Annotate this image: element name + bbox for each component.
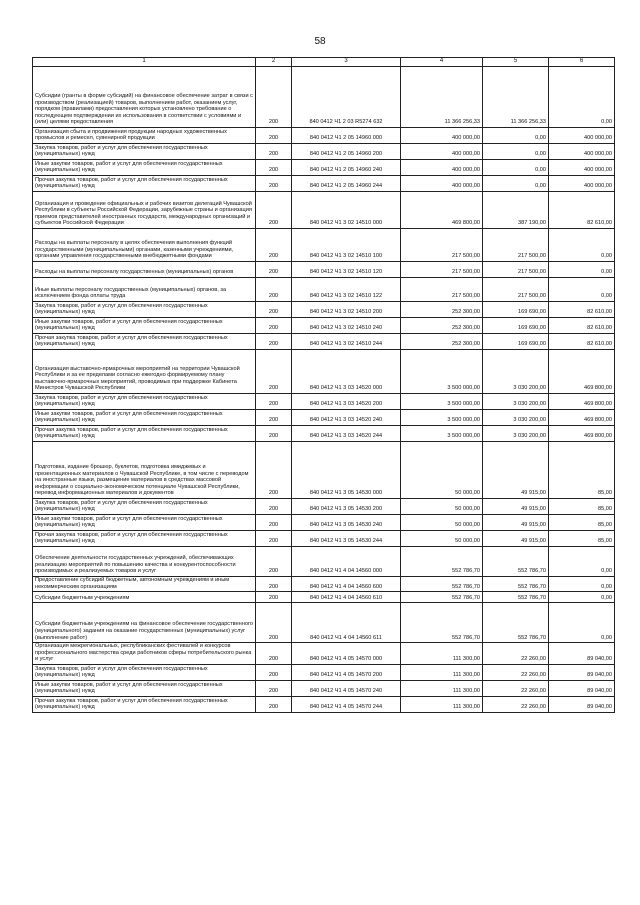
table-row (33, 665, 615, 681)
unexecuted-amount: 85,00 (549, 531, 615, 547)
item-name: Иные закупки товаров, работ и услуг для обеспечения государственных (муниципальных) нужд (33, 410, 256, 426)
executed-amount: 169 690,00 (483, 318, 549, 334)
budget-classification-code: 840 0412 Ч1 3 02 14510 122 (292, 278, 401, 302)
budget-classification-code: 840 0412 Ч1 4 05 14570 000 (292, 643, 401, 665)
unexecuted-amount: 0,00 (549, 278, 615, 302)
item-name: Закупка товаров, работ и услуг для обеспечения государственных (муниципальных) нужд (33, 394, 256, 410)
line-code: 200 (256, 192, 292, 229)
executed-amount: 217 500,00 (483, 262, 549, 278)
line-code: 200 (256, 334, 292, 350)
table-row (33, 394, 615, 410)
line-code: 200 (256, 67, 292, 128)
executed-amount: 11 366 256,33 (483, 67, 549, 128)
executed-amount: 49 915,00 (483, 442, 549, 499)
column-number-row (33, 58, 615, 67)
executed-amount: 22 260,00 (483, 681, 549, 697)
line-code: 200 (256, 410, 292, 426)
budget-classification-code: 840 0412 Ч1 3 03 14520 240 (292, 410, 401, 426)
table-row (33, 160, 615, 176)
table-row (33, 229, 615, 262)
executed-amount: 3 030 200,00 (483, 410, 549, 426)
unexecuted-amount: 85,00 (549, 499, 615, 515)
unexecuted-amount: 0,00 (549, 547, 615, 577)
unexecuted-amount: 85,00 (549, 515, 615, 531)
unexecuted-amount: 469 800,00 (549, 394, 615, 410)
column-number-4: 4 (401, 58, 483, 67)
item-name: Закупка товаров, работ и услуг для обеспечения государственных (муниципальных) нужд (33, 499, 256, 515)
executed-amount: 49 915,00 (483, 531, 549, 547)
line-code: 200 (256, 262, 292, 278)
budget-classification-code: 840 0412 Ч1 2 03 R5274 632 (292, 67, 401, 128)
unexecuted-amount: 89 040,00 (549, 665, 615, 681)
item-name: Закупка товаров, работ и услуг для обеспечения государственных (муниципальных) нужд (33, 665, 256, 681)
approved-amount: 111 300,00 (401, 643, 483, 665)
item-name: Прочая закупка товаров, работ и услуг для обеспечения государственных (муниципальных) нужд (33, 334, 256, 350)
item-name: Прочая закупка товаров, работ и услуг для обеспечения государственных (муниципальных) нужд (33, 176, 256, 192)
executed-amount: 0,00 (483, 144, 549, 160)
unexecuted-amount: 85,00 (549, 442, 615, 499)
table-row (33, 410, 615, 426)
executed-amount: 552 786,70 (483, 592, 549, 603)
approved-amount: 400 000,00 (401, 128, 483, 144)
line-code: 200 (256, 603, 292, 643)
approved-amount: 252 300,00 (401, 318, 483, 334)
budget-classification-code: 840 0412 Ч1 3 02 14510 100 (292, 229, 401, 262)
column-number-6: 6 (549, 58, 615, 67)
unexecuted-amount: 400 000,00 (549, 128, 615, 144)
unexecuted-amount: 0,00 (549, 67, 615, 128)
budget-classification-code: 840 0412 Ч1 3 05 14530 244 (292, 531, 401, 547)
table-row (33, 592, 615, 603)
executed-amount: 22 260,00 (483, 665, 549, 681)
table-row (33, 128, 615, 144)
executed-amount: 0,00 (483, 160, 549, 176)
line-code: 200 (256, 350, 292, 394)
approved-amount: 552 786,70 (401, 577, 483, 592)
table-row (33, 681, 615, 697)
item-name: Субсидии (гранты в форме субсидий) на финансовое обеспечение затрат в связи с производством (реализацией) товаров, выполнением работ, оказанием услуг, порядком (правилами) предоставления которых установлено требование о последующем подтверждении их использования в соответствии с условиями и (или) целями предоставления (33, 67, 256, 128)
approved-amount: 469 800,00 (401, 192, 483, 229)
item-name: Иные закупки товаров, работ и услуг для обеспечения государственных (муниципальных) нужд (33, 515, 256, 531)
executed-amount: 0,00 (483, 128, 549, 144)
line-code: 200 (256, 592, 292, 603)
approved-amount: 50 000,00 (401, 499, 483, 515)
line-code: 200 (256, 160, 292, 176)
unexecuted-amount: 82 610,00 (549, 192, 615, 229)
column-number-2: 2 (256, 58, 292, 67)
unexecuted-amount: 469 800,00 (549, 350, 615, 394)
line-code: 200 (256, 577, 292, 592)
approved-amount: 252 300,00 (401, 334, 483, 350)
budget-classification-code: 840 0412 Ч1 4 05 14570 240 (292, 681, 401, 697)
approved-amount: 217 500,00 (401, 278, 483, 302)
budget-classification-code: 840 0412 Ч1 3 05 14530 200 (292, 499, 401, 515)
item-name: Субсидии бюджетным учреждениям (33, 592, 256, 603)
item-name: Расходы на выплаты персоналу в целях обеспечения выполнения функций государственными (муниципальными) органами, казенными учреждениями, органами управления государственными внебюджетными фондами (33, 229, 256, 262)
table-row (33, 547, 615, 577)
approved-amount: 217 500,00 (401, 262, 483, 278)
line-code: 200 (256, 144, 292, 160)
budget-classification-code: 840 0412 Ч1 3 02 14510 244 (292, 334, 401, 350)
budget-classification-code: 840 0412 Ч1 2 05 14960 244 (292, 176, 401, 192)
executed-amount: 49 915,00 (483, 499, 549, 515)
approved-amount: 552 786,70 (401, 603, 483, 643)
unexecuted-amount: 0,00 (549, 592, 615, 603)
table-row (33, 144, 615, 160)
approved-amount: 111 300,00 (401, 681, 483, 697)
item-name: Прочая закупка товаров, работ и услуг для обеспечения государственных (муниципальных) нужд (33, 426, 256, 442)
approved-amount: 3 500 000,00 (401, 394, 483, 410)
unexecuted-amount: 469 800,00 (549, 410, 615, 426)
unexecuted-amount: 0,00 (549, 577, 615, 592)
unexecuted-amount: 469 800,00 (549, 426, 615, 442)
executed-amount: 387 190,00 (483, 192, 549, 229)
item-name: Прочая закупка товаров, работ и услуг для обеспечения государственных (муниципальных) нужд (33, 531, 256, 547)
approved-amount: 552 786,70 (401, 547, 483, 577)
executed-amount: 217 500,00 (483, 278, 549, 302)
item-name: Закупка товаров, работ и услуг для обеспечения государственных (муниципальных) нужд (33, 302, 256, 318)
item-name: Иные закупки товаров, работ и услуг для обеспечения государственных (муниципальных) нужд (33, 160, 256, 176)
table-row (33, 499, 615, 515)
unexecuted-amount: 400 000,00 (549, 160, 615, 176)
line-code: 200 (256, 697, 292, 713)
budget-classification-code: 840 0412 Ч1 4 04 14560 610 (292, 592, 401, 603)
unexecuted-amount: 400 000,00 (549, 176, 615, 192)
item-name: Иные закупки товаров, работ и услуг для обеспечения государственных (муниципальных) нужд (33, 681, 256, 697)
unexecuted-amount: 89 040,00 (549, 643, 615, 665)
line-code: 200 (256, 681, 292, 697)
item-name: Прочая закупка товаров, работ и услуг для обеспечения государственных (муниципальных) нужд (33, 697, 256, 713)
executed-amount: 169 690,00 (483, 302, 549, 318)
executed-amount: 552 786,70 (483, 577, 549, 592)
budget-classification-code: 840 0412 Ч1 4 05 14570 200 (292, 665, 401, 681)
column-number-1: 1 (33, 58, 256, 67)
executed-amount: 217 500,00 (483, 229, 549, 262)
item-name: Предоставление субсидий бюджетным, автономным учреждениям и иным некоммерческим организациям (33, 577, 256, 592)
line-code: 200 (256, 499, 292, 515)
unexecuted-amount: 82 610,00 (549, 334, 615, 350)
line-code: 200 (256, 643, 292, 665)
approved-amount: 400 000,00 (401, 144, 483, 160)
budget-classification-code: 840 0412 Ч1 2 05 14960 200 (292, 144, 401, 160)
table-row (33, 697, 615, 713)
executed-amount: 3 030 200,00 (483, 350, 549, 394)
table-row (33, 334, 615, 350)
unexecuted-amount: 0,00 (549, 229, 615, 262)
item-name: Организация межрегиональных, республиканских фестивалей и конкурсов профессионального мастерства среди работников сферы потребительского рынка и услуг (33, 643, 256, 665)
item-name: Расходы на выплаты персоналу государственных (муниципальных) органов (33, 262, 256, 278)
budget-classification-code: 840 0412 Ч1 3 03 14520 244 (292, 426, 401, 442)
line-code: 200 (256, 547, 292, 577)
approved-amount: 111 300,00 (401, 665, 483, 681)
approved-amount: 111 300,00 (401, 697, 483, 713)
table-row (33, 350, 615, 394)
item-name: Закупка товаров, работ и услуг для обеспечения государственных (муниципальных) нужд (33, 144, 256, 160)
budget-classification-code: 840 0412 Ч1 3 05 14530 240 (292, 515, 401, 531)
item-name: Организация и проведение официальных и рабочих визитов делегаций Чувашской Республики в субъекты Российской Федерации, зарубежные страны и организация приемов представителей иностранных государств, международных организаций и субъектов Российской Федерации (33, 192, 256, 229)
item-name: Организация выставочно-ярмарочных мероприятий на территории Чувашской Республики и за ее пределами согласно ежегодно формируемому плану выставочно-ярмарочных мероприятий, проводимых при поддержке Кабинета Министров Чувашской Республики (33, 350, 256, 394)
unexecuted-amount: 89 040,00 (549, 681, 615, 697)
budget-classification-code: 840 0412 Ч1 4 05 14570 244 (292, 697, 401, 713)
budget-classification-code: 840 0412 Ч1 2 05 14960 240 (292, 160, 401, 176)
table-row (33, 531, 615, 547)
approved-amount: 3 500 000,00 (401, 410, 483, 426)
approved-amount: 252 300,00 (401, 302, 483, 318)
unexecuted-amount: 82 610,00 (549, 302, 615, 318)
table-row (33, 603, 615, 643)
executed-amount: 0,00 (483, 176, 549, 192)
line-code: 200 (256, 278, 292, 302)
approved-amount: 11 366 256,33 (401, 67, 483, 128)
page-number: 58 (314, 36, 326, 47)
column-number-5: 5 (483, 58, 549, 67)
approved-amount: 50 000,00 (401, 515, 483, 531)
line-code: 200 (256, 302, 292, 318)
table-row (33, 577, 615, 592)
table-row (33, 442, 615, 499)
item-name: Иные выплаты персоналу государственных (муниципальных) органов, за исключением фонда оплаты труда (33, 278, 256, 302)
approved-amount: 552 786,70 (401, 592, 483, 603)
approved-amount: 400 000,00 (401, 160, 483, 176)
table-row (33, 302, 615, 318)
budget-classification-code: 840 0412 Ч1 4 04 14560 600 (292, 577, 401, 592)
table-row (33, 192, 615, 229)
item-name: Подготовка, издание брошюр, буклетов, подготовка имиджевых и презентационных материалов о Чувашской Республике, в том числе с переводом на иностранные языки, размещение материалов в средствах массовой информации о социально-экономическом потенциале Чувашской Республики, перевод информационных материалов и документов (33, 442, 256, 499)
column-number-3: 3 (292, 58, 401, 67)
approved-amount: 50 000,00 (401, 442, 483, 499)
approved-amount: 50 000,00 (401, 531, 483, 547)
line-code: 200 (256, 394, 292, 410)
unexecuted-amount: 82 610,00 (549, 318, 615, 334)
line-code: 200 (256, 531, 292, 547)
executed-amount: 169 690,00 (483, 334, 549, 350)
budget-classification-code: 840 0412 Ч1 4 04 14560 000 (292, 547, 401, 577)
budget-classification-code: 840 0412 Ч1 3 02 14510 240 (292, 318, 401, 334)
approved-amount: 3 500 000,00 (401, 426, 483, 442)
budget-classification-code: 840 0412 Ч1 4 04 14560 611 (292, 603, 401, 643)
line-code: 200 (256, 176, 292, 192)
table-row (33, 515, 615, 531)
approved-amount: 3 500 000,00 (401, 350, 483, 394)
item-name: Организация сбыта и продвижения продукции народных художественных промыслов и ремесел, сувенирной продукции (33, 128, 256, 144)
item-name: Обеспечение деятельности государственных учреждений, обеспечивающих реализацию мероприятий по повышению качества и конкурентоспособности производимых и реализуемых товаров и услуг (33, 547, 256, 577)
budget-classification-code: 840 0412 Ч1 3 05 14530 000 (292, 442, 401, 499)
budget-classification-code: 840 0412 Ч1 3 02 14510 000 (292, 192, 401, 229)
executed-amount: 552 786,70 (483, 603, 549, 643)
unexecuted-amount: 0,00 (549, 603, 615, 643)
executed-amount: 49 915,00 (483, 515, 549, 531)
line-code: 200 (256, 442, 292, 499)
line-code: 200 (256, 128, 292, 144)
budget-classification-code: 840 0412 Ч1 2 05 14960 000 (292, 128, 401, 144)
line-code: 200 (256, 426, 292, 442)
item-name: Субсидии бюджетным учреждениям на финансовое обеспечение государственного (муниципального) задания на оказание государственных (муниципальных) услуг (выполнение работ) (33, 603, 256, 643)
executed-amount: 22 260,00 (483, 643, 549, 665)
unexecuted-amount: 89 040,00 (549, 697, 615, 713)
budget-classification-code: 840 0412 Ч1 3 03 14520 000 (292, 350, 401, 394)
executed-amount: 22 260,00 (483, 697, 549, 713)
line-code: 200 (256, 229, 292, 262)
unexecuted-amount: 400 000,00 (549, 144, 615, 160)
executed-amount: 552 786,70 (483, 547, 549, 577)
budget-execution-table (32, 57, 615, 713)
approved-amount: 400 000,00 (401, 176, 483, 192)
unexecuted-amount: 0,00 (549, 262, 615, 278)
line-code: 200 (256, 515, 292, 531)
table-row (33, 67, 615, 128)
budget-classification-code: 840 0412 Ч1 3 02 14510 120 (292, 262, 401, 278)
budget-classification-code: 840 0412 Ч1 3 02 14510 200 (292, 302, 401, 318)
table-row (33, 643, 615, 665)
table-row (33, 176, 615, 192)
line-code: 200 (256, 318, 292, 334)
table-row (33, 318, 615, 334)
table-row (33, 262, 615, 278)
table-row (33, 426, 615, 442)
executed-amount: 3 030 200,00 (483, 426, 549, 442)
approved-amount: 217 500,00 (401, 229, 483, 262)
line-code: 200 (256, 665, 292, 681)
budget-classification-code: 840 0412 Ч1 3 03 14520 200 (292, 394, 401, 410)
item-name: Иные закупки товаров, работ и услуг для обеспечения государственных (муниципальных) нужд (33, 318, 256, 334)
table-row (33, 278, 615, 302)
executed-amount: 3 030 200,00 (483, 394, 549, 410)
